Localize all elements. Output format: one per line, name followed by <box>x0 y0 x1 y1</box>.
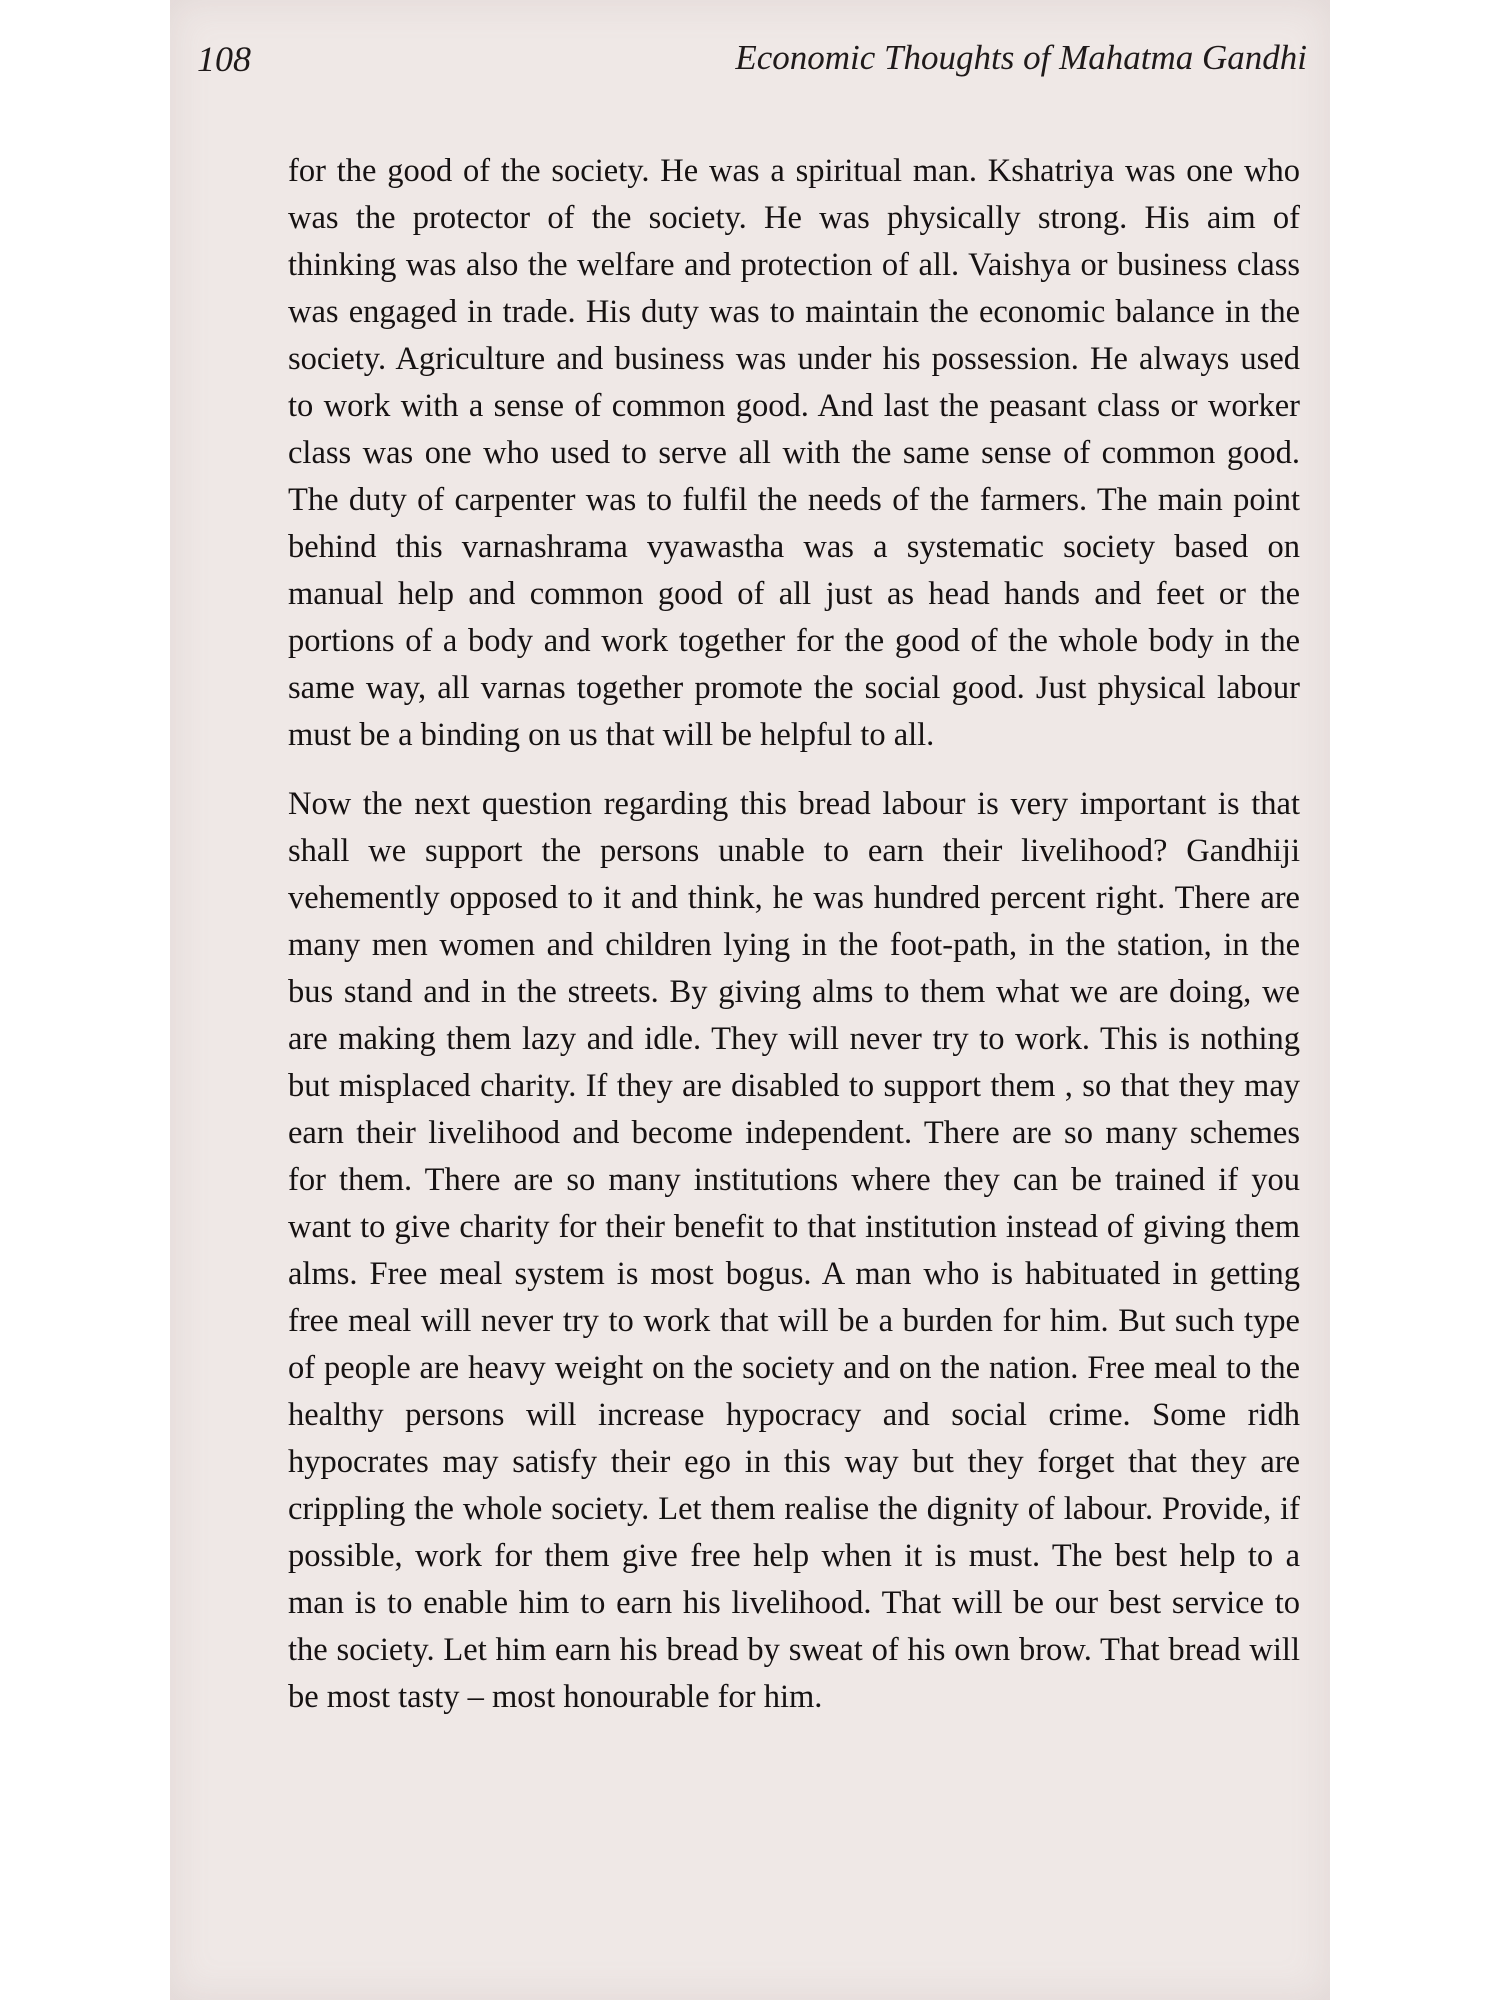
running-head: Economic Thoughts of Mahatma Gandhi <box>735 38 1307 77</box>
paragraph-2: Now the next question regarding this bread labour is very important is that shall we support the persons unable to earn their livelihood? Gandhiji vehemently opposed to it and think, he was hundred percent right. There are many men women and children lying in the foot-path, in the station, in the bus stand and in the streets. By giving alms to them what we are doing, we are making them lazy and idle. They will never try to work. This is nothing but misplaced charity. If they are disabled to support them , so that they may earn their livelihood and become independent. There are so many schemes for them. There are so many institutions where they can be trained if you want to give charity for their benefit to that institution instead of giving them alms. Free meal system is most bogus. A man who is habituated in getting free meal will never try to work that will be a burden for him. But such type of people are heavy weight on the society and on the nation. Free meal to the healthy persons will increase hypocracy and social crime. Some ridh hypocrates may satisfy their ego in this way but they forget that they are crippling the whole society. Let them realise the dignity of labour. Provide, if possible, work for them give free help when it is must. The best help to a man is to enable him to earn his livelihood. That will be our best service to the society. Let him earn his bread by sweat of his own brow. That bread will be most tasty – most honourable for him. <box>288 786 1300 1715</box>
book-page <box>170 0 1330 2000</box>
paragraph-1: for the good of the society. He was a spiritual man. Kshatriya was one who was the protector of the society. He was physically strong. His aim of thinking was also the welfare and protection of all. Vaishya or business class was engaged in trade. His duty was to maintain the economic balance in the society. Agriculture and business was under his possession. He always used to work with a sense of common good. And last the peasant class or worker class was one who used to serve all with the same sense of common good. The duty of carpenter was to fulfil the needs of the farmers. The main point behind this varnashrama vyawastha was a systematic society based on manual help and common good of all just as head hands and feet or the portions of a body and work together for the good of the whole body in the same way, all varnas together promote the social good. Just physical labour must be a binding on us that will be helpful to all. <box>288 153 1300 753</box>
page-body <box>288 148 1300 1721</box>
page-number: 108 <box>197 39 251 79</box>
page-header <box>185 38 1315 98</box>
